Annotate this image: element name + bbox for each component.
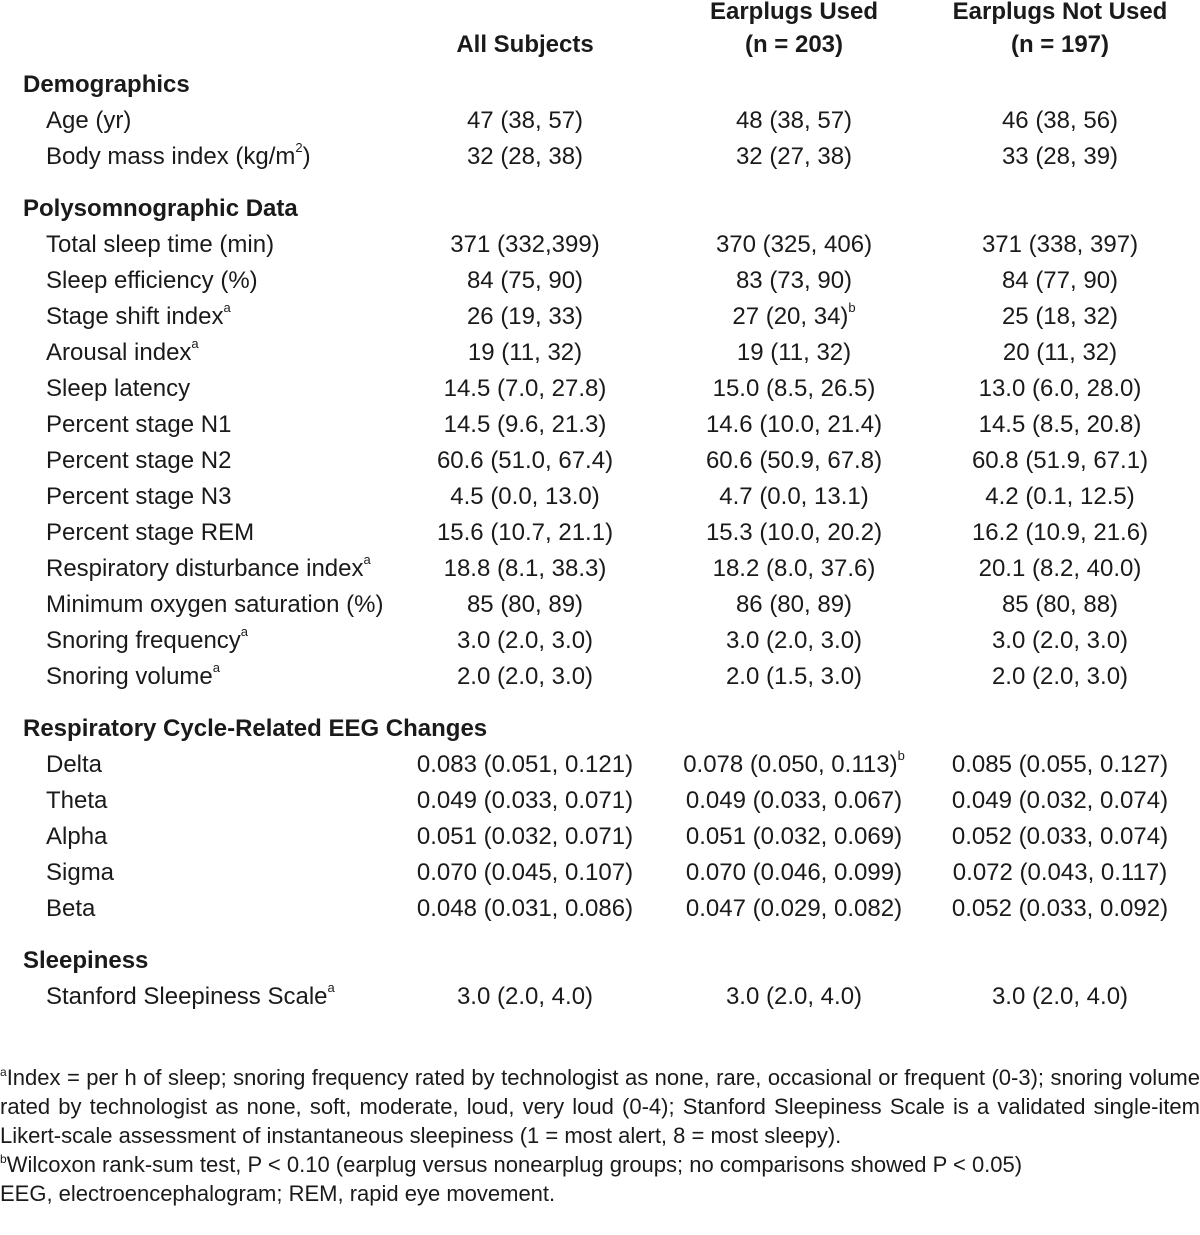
cell-all-subjects: 0.048 (0.031, 0.086) — [416, 895, 634, 922]
cell-earplugs-not-used: 20.1 (8.2, 40.0) — [978, 555, 1142, 582]
cell-all-subjects: 26 (19, 33) — [466, 303, 584, 330]
header-earplugs-not-used-line1: Earplugs Not Used — [952, 0, 1168, 25]
cell-earplugs-not-used: 0.052 (0.033, 0.074) — [951, 823, 1169, 850]
row-label: Body mass index $(kg/m^2)$ — [46, 140, 311, 170]
header-earplugs-used-line2: (n = 203) — [744, 31, 844, 58]
table-row — [0, 479, 1200, 515]
table-row — [0, 587, 1200, 623]
cell-earplugs-not-used: 33 (28, 39) — [1001, 143, 1119, 170]
row-label: Alpha — [46, 823, 108, 850]
row-label: Percent stage N1 — [46, 411, 232, 438]
cell-earplugs-not-used: 16.2 (10.9, 21.6) — [971, 519, 1149, 546]
row-label: Age (yr) — [46, 107, 132, 134]
cell-all-subjects: 0.049 (0.033, 0.071) — [416, 787, 634, 814]
cell-earplugs-not-used: 2.0 (2.0, 3.0) — [991, 663, 1129, 690]
table-row — [0, 855, 1200, 891]
cell-all-subjects: 84 (75, 90) — [466, 267, 584, 294]
row-label: Snoring volume$^a$ — [46, 660, 220, 690]
header-earplugs-used-line1: Earplugs Used — [709, 0, 879, 25]
table-row — [0, 623, 1200, 659]
table-row — [0, 891, 1200, 927]
section-sleepiness: Sleepiness — [23, 947, 149, 974]
table-row — [0, 659, 1200, 695]
row-label: Delta — [46, 751, 103, 778]
row-label: Percent stage N2 — [46, 447, 232, 474]
cell-earplugs-not-used: 25 (18, 32) — [1001, 303, 1119, 330]
cell-earplugs-used: 370 (325, 406) — [715, 231, 873, 258]
table-row — [0, 263, 1200, 299]
cell-earplugs-not-used: 84 (77, 90) — [1001, 267, 1119, 294]
table-row — [0, 551, 1200, 587]
row-label: Respiratory disturbance index$^a$ — [46, 552, 371, 582]
cell-earplugs-used: 0.049 (0.033, 0.067) — [685, 787, 903, 814]
row-label: Stage shift index$^a$ — [46, 300, 231, 330]
cell-earplugs-used: 86 (80, 89) — [735, 591, 853, 618]
cell-earplugs-not-used: 0.085 (0.055, 0.127) — [951, 751, 1169, 778]
row-label: Arousal index$^a$ — [46, 336, 199, 366]
table-row — [0, 335, 1200, 371]
row-label: Stanford Sleepiness Scale$^a$ — [46, 980, 335, 1010]
table-row — [0, 139, 1200, 175]
header-earplugs-used — [674, 0, 914, 61]
row-label: Sleep latency — [46, 375, 191, 402]
footnote-b: $^b$Wilcoxon rank-sum test, P < 0.10 (earplug versus nonearplug groups; no comparisons showed P < 0.05) — [0, 1151, 1023, 1177]
cell-earplugs-not-used: 14.5 (8.5, 20.8) — [978, 411, 1142, 438]
cell-all-subjects: 19 (11, 32) — [467, 339, 583, 366]
cell-all-subjects: 4.5 (0.0, 13.0) — [450, 483, 600, 510]
table-row — [0, 443, 1200, 479]
cell-earplugs-used: 60.6 (50.9, 67.8) — [705, 447, 883, 474]
header-earplugs-not-used — [940, 0, 1180, 61]
cell-earplugs-used: 2.0 (1.5, 3.0) — [725, 663, 863, 690]
table-row — [0, 819, 1200, 855]
cell-earplugs-not-used: 13.0 (6.0, 28.0) — [978, 375, 1142, 402]
cell-earplugs-not-used: 0.049 (0.032, 0.074) — [951, 787, 1169, 814]
cell-all-subjects: 2.0 (2.0, 3.0) — [456, 663, 594, 690]
table-row — [0, 515, 1200, 551]
cell-earplugs-used: 19 (11, 32) — [736, 339, 852, 366]
cell-all-subjects: 3.0 (2.0, 3.0) — [456, 627, 594, 654]
cell-all-subjects: 0.051 (0.032, 0.071) — [416, 823, 634, 850]
row-label: Sigma — [46, 859, 115, 886]
cell-earplugs-used: 0.078 (0.050, 0.113)$^b$ — [683, 748, 905, 778]
header-all-subjects — [405, 28, 645, 61]
header-earplugs-not-used-line2: (n = 197) — [1010, 31, 1110, 58]
cell-earplugs-not-used: 85 (80, 88) — [1001, 591, 1119, 618]
cell-earplugs-used: 14.6 (10.0, 21.4) — [705, 411, 883, 438]
row-label: Snoring frequency$^a$ — [46, 624, 249, 654]
cell-all-subjects: 14.5 (9.6, 21.3) — [443, 411, 607, 438]
section-eeg-changes: Respiratory Cycle-Related EEG Changes — [23, 715, 488, 742]
cell-earplugs-not-used: 60.8 (51.9, 67.1) — [971, 447, 1149, 474]
row-label: Sleep efficiency (%) — [46, 267, 258, 294]
cell-earplugs-used: 27 (20, 34)$^b$ — [732, 300, 856, 330]
table-row — [0, 299, 1200, 335]
cell-earplugs-not-used: 3.0 (2.0, 3.0) — [991, 627, 1129, 654]
cell-earplugs-used: 0.047 (0.029, 0.082) — [685, 895, 903, 922]
cell-earplugs-used: 0.051 (0.032, 0.069) — [685, 823, 903, 850]
cell-earplugs-used: 48 (38, 57) — [735, 107, 853, 134]
cell-earplugs-used: 83 (73, 90) — [735, 267, 853, 294]
header-all-subjects-label: All Subjects — [456, 31, 594, 58]
cell-earplugs-used: 0.070 (0.046, 0.099) — [685, 859, 903, 886]
cell-earplugs-not-used: 20 (11, 32) — [1002, 339, 1118, 366]
cell-earplugs-not-used: 3.0 (2.0, 4.0) — [991, 983, 1129, 1010]
cell-earplugs-used: 32 (27, 38) — [735, 143, 853, 170]
cell-earplugs-used: 15.0 (8.5, 26.5) — [712, 375, 876, 402]
cell-earplugs-not-used: 0.072 (0.043, 0.117) — [952, 859, 1168, 886]
table-row — [0, 103, 1200, 139]
section-demographics: Demographics — [23, 71, 190, 98]
table-row — [0, 407, 1200, 443]
cell-earplugs-used: 18.2 (8.0, 37.6) — [712, 555, 876, 582]
cell-all-subjects: 32 (28, 38) — [466, 143, 584, 170]
cell-earplugs-not-used: 4.2 (0.1, 12.5) — [985, 483, 1135, 510]
cell-all-subjects: 0.070 (0.045, 0.107) — [416, 859, 634, 886]
row-label: Minimum oxygen saturation (%) — [46, 591, 384, 618]
table-row — [0, 371, 1200, 407]
footnote-abbreviations: EEG, electroencephalogram; REM, rapid eye movement. — [0, 1181, 556, 1206]
cell-earplugs-not-used: 46 (38, 56) — [1001, 107, 1119, 134]
cell-earplugs-used: 4.7 (0.0, 13.1) — [719, 483, 869, 510]
cell-earplugs-not-used: 0.052 (0.033, 0.092) — [951, 895, 1169, 922]
footnotes — [0, 1063, 1200, 1208]
table-row — [0, 747, 1200, 783]
cell-all-subjects: 3.0 (2.0, 4.0) — [456, 983, 594, 1010]
cell-all-subjects: 85 (80, 89) — [466, 591, 584, 618]
cell-all-subjects: 15.6 (10.7, 21.1) — [436, 519, 614, 546]
cell-all-subjects: 60.6 (51.0, 67.4) — [436, 447, 614, 474]
cell-all-subjects: 371 (332,399) — [450, 231, 600, 258]
row-label: Beta — [46, 895, 96, 922]
cell-all-subjects: 0.083 (0.051, 0.121) — [416, 751, 634, 778]
footnote-a: $^a$Index = per h of sleep; snoring frequency rated by technologist as none, rare, occasional or frequent (0-3); snoring volume rated by technologist as none, soft, moderate, loud, very loud (0-4); Stanford Sleepiness Scale is a validated single-item Likert-scale assessment of instantaneous sleepiness (1 = most alert, 8 = most sleepy). — [0, 1064, 1200, 1148]
row-label: Total sleep time (min) — [46, 231, 275, 258]
cell-all-subjects: 18.8 (8.1, 38.3) — [443, 555, 607, 582]
cell-earplugs-not-used: 371 (338, 397) — [981, 231, 1139, 258]
cell-all-subjects: 47 (38, 57) — [466, 107, 584, 134]
table-row — [0, 227, 1200, 263]
row-label: Percent stage REM — [46, 519, 255, 546]
cell-earplugs-used: 3.0 (2.0, 3.0) — [725, 627, 863, 654]
row-label: Theta — [46, 787, 108, 814]
section-polysomnographic-data: Polysomnographic Data — [23, 195, 298, 222]
table-row — [0, 979, 1200, 1015]
row-label: Percent stage N3 — [46, 483, 232, 510]
cell-earplugs-used: 15.3 (10.0, 20.2) — [705, 519, 883, 546]
cell-earplugs-used: 3.0 (2.0, 4.0) — [725, 983, 863, 1010]
cell-all-subjects: 14.5 (7.0, 27.8) — [443, 375, 607, 402]
table-row — [0, 783, 1200, 819]
